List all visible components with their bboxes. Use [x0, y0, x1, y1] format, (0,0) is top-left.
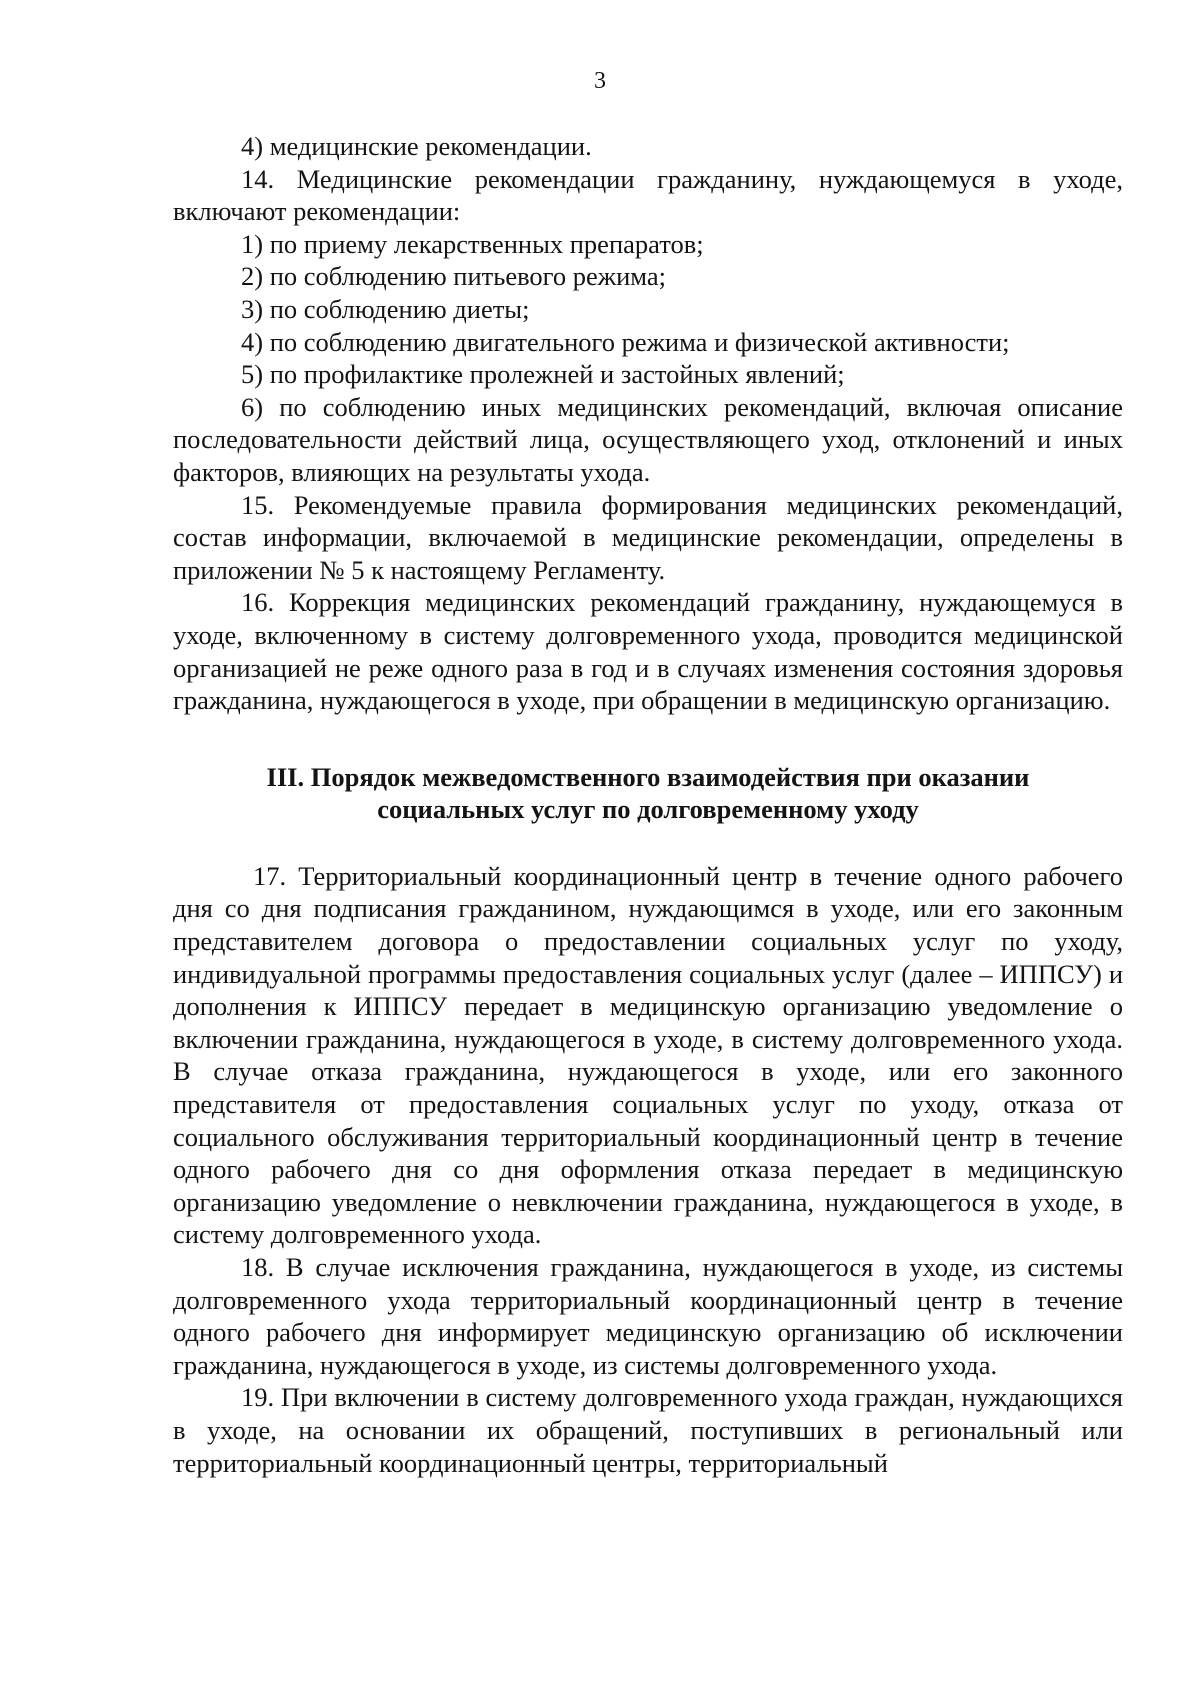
- list-item-3: 3) по соблюдению диеты;: [241, 293, 530, 324]
- paragraph-17: 17. Территориальный координационный центр в течение одного рабочего дня со дня подписания гражданином, нуждающимся в уходе, или его законным представителем договора о предоставлении социальных услуг по уходу, индивидуальной программы предоставления социальных услуг (далее – ИППСУ) и дополнения к ИППСУ передает в медицинскую организацию уведомление о включении гражданина, нуждающегося в уходе, в систему долговременного ухода. В случае отказа гражданина, нуждающегося в уходе, или его законного представителя от предоставления социальных услуг по уходу, отказа от социального обслуживания территориальный координационный центр в течение одного рабочего дня со дня оформления отказа передает в медицинскую организацию уведомление о невключении гражданина, нуждающегося в уходе, в систему долговременного ухода.: [173, 860, 1123, 1250]
- section-heading: [173, 761, 1123, 826]
- paragraph-15: 15. Рекомендуемые правила формирования медицинских рекомендаций, состав информации, включаемой в медицинские рекомендации, определены в приложении № 5 к настоящему Регламенту.: [173, 489, 1123, 585]
- list-item-recommendations: 4) медицинские рекомендации.: [241, 131, 592, 161]
- page-number: 3: [594, 68, 606, 94]
- paragraph-18: 18. В случае исключения гражданина, нуждающегося в уходе, из системы долговременного ухода территориальный координационный центр в течение одного рабочего дня информирует медицинскую организацию об исключении гражданина, нуждающегося в уходе, из системы долговременного ухода.: [173, 1252, 1123, 1380]
- paragraph-16: 16. Коррекция медицинских рекомендаций гражданину, нуждающемуся в уходе, включенному в систему долговременного ухода, проводится медицинской организацией не реже одного раза в год и в случаях изменения состояния здоровья гражданина, нуждающегося в уходе, при обращении в медицинскую организацию.: [173, 587, 1123, 716]
- section-heading-line-2: социальных услуг по долговременному уходу: [377, 794, 919, 825]
- list-item-2: 2) по соблюдению питьевого режима;: [241, 261, 666, 292]
- paragraph-19: 19. При включении в систему долговременного ухода граждан, нуждающихся в уходе, на основании их обращений, поступивших в региональный или территориальный координационный центры, территориальный: [173, 1382, 1123, 1478]
- section-heading-line-1: III. Порядок межведомственного взаимодействия при оказании: [266, 761, 1030, 792]
- list-item-1: 1) по приему лекарственных препаратов;: [241, 228, 704, 259]
- list-item-6: 6) по соблюдению иных медицинских рекомендаций, включая описание последовательности действий лица, осуществляющего уход, отклонений и иных факторов, влияющих на результаты ухода.: [173, 391, 1123, 487]
- list-item-4: 4) по соблюдению двигательного режима и физической активности;: [241, 326, 1010, 357]
- list-item-5: 5) по профилактике пролежней и застойных явлений;: [241, 359, 845, 390]
- document-body: [173, 130, 1123, 1479]
- paragraph-14: 14. Медицинские рекомендации гражданину, нуждающемуся в уходе, включают рекомендации:: [173, 163, 1123, 227]
